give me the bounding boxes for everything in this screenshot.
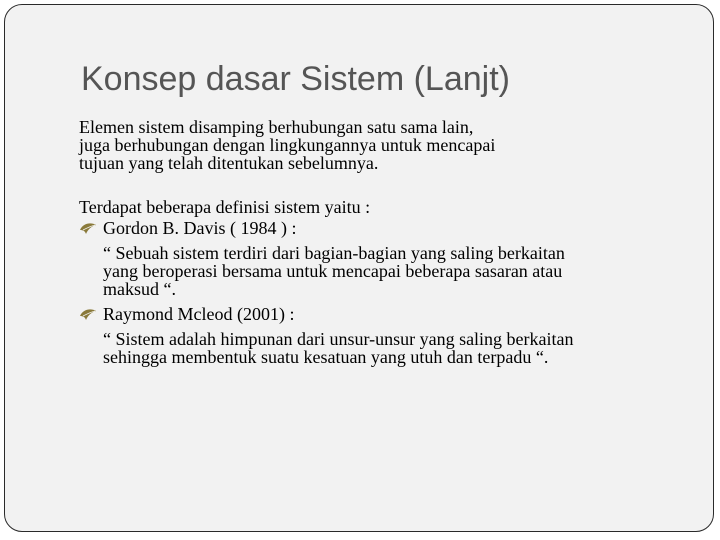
quote-line: “ Sebuah sistem terdiri dari bagian-bagian yang saling berkaitan (103, 243, 565, 263)
intro-line: Elemen sistem disamping berhubungan satu sama lain, (79, 117, 474, 137)
intro-line: tujuan yang telah ditentukan sebelumnya. (79, 153, 379, 173)
intro-line: juga berhubungan dengan lingkungannya untuk mencapai (79, 135, 496, 155)
quote-line: “ Sistem adalah himpunan dari unsur-unsur yang saling berkaitan (103, 329, 574, 349)
ornamental-leaf-bullet-icon (79, 308, 97, 322)
slide (4, 4, 714, 532)
ornamental-leaf-bullet-icon (79, 222, 97, 236)
quote-line: sehingga membentuk suatu kesatuan yang utuh dan terpadu “. (103, 347, 549, 367)
definition-quote (79, 330, 689, 366)
definition-bullet-mcleod (79, 305, 689, 323)
slide-body (79, 118, 689, 366)
quote-line: yang beroperasi bersama untuk mencapai beberapa sasaran atau (103, 261, 563, 281)
definition-source: Raymond Mcleod (2001) : (103, 304, 295, 324)
quote-line: maksud “. (103, 279, 176, 299)
definition-bullet-davis (79, 219, 689, 237)
slide-title: Konsep dasar Sistem (Lanjt) (81, 60, 510, 98)
intro-paragraph (79, 118, 689, 172)
definition-source: Gordon B. Davis ( 1984 ) : (103, 218, 297, 238)
definitions-intro: Terdapat beberapa definisi sistem yaitu : (79, 197, 371, 217)
definition-quote (79, 244, 689, 298)
